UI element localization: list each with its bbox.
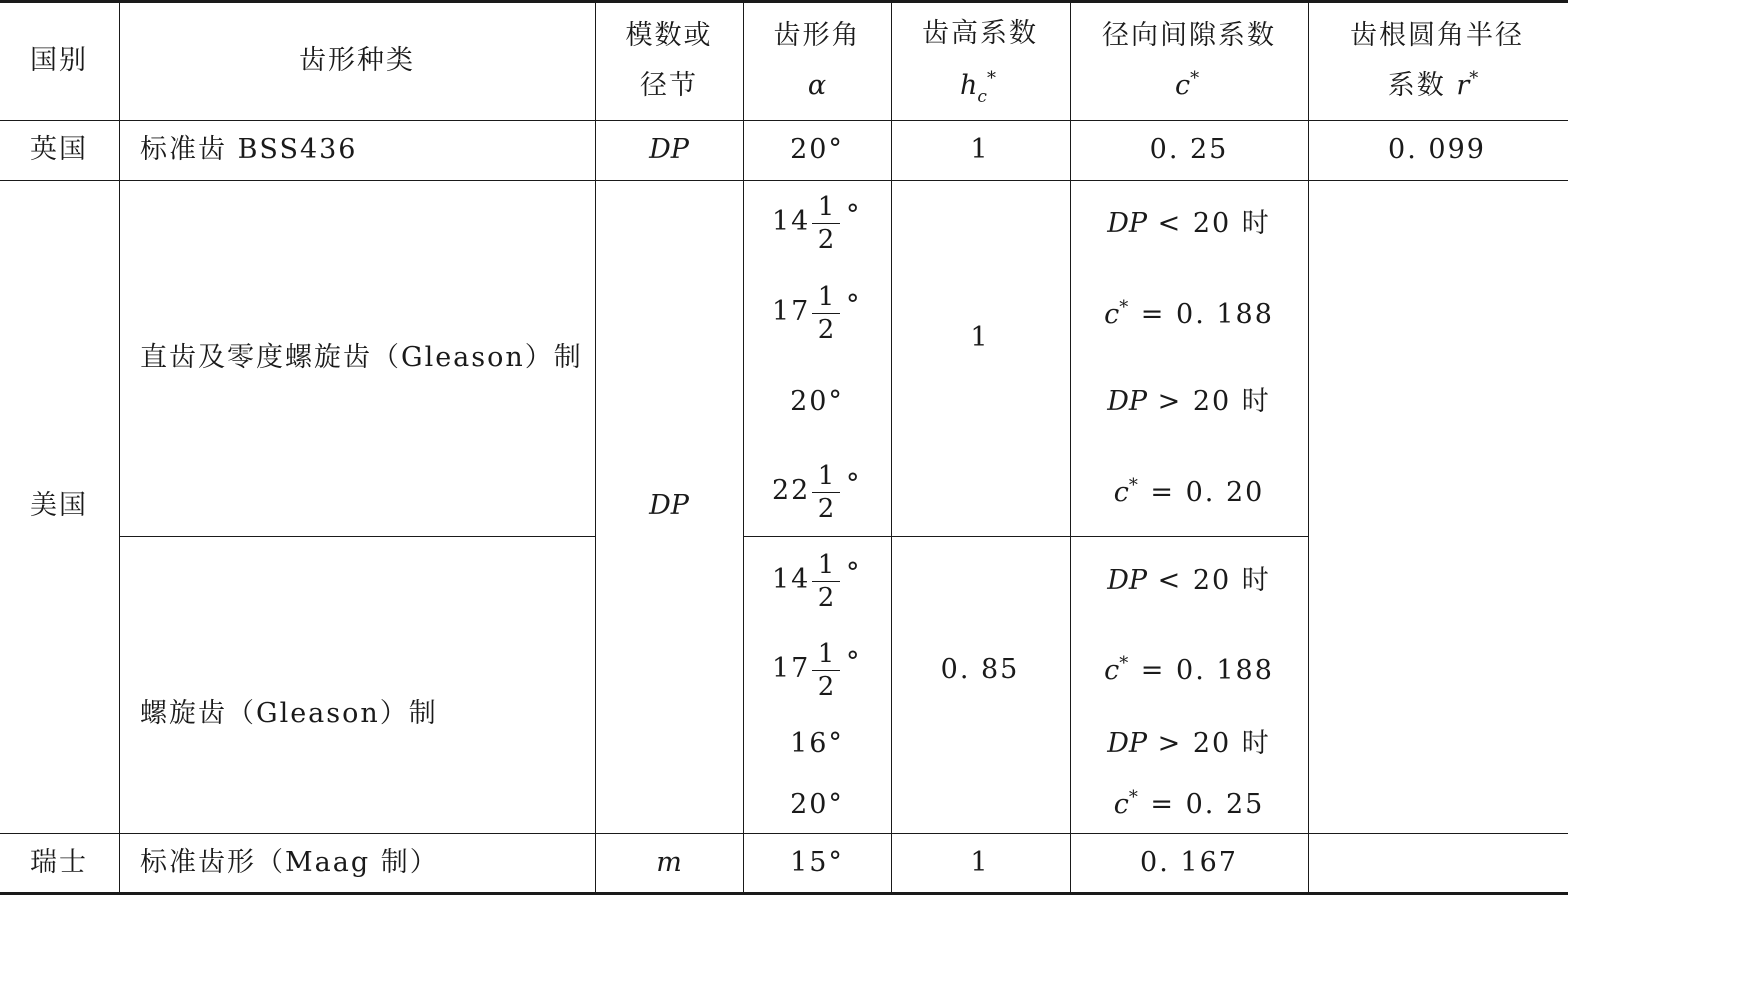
- row-rule-uk: [0, 180, 1568, 181]
- table-bottom-rule: [0, 892, 1568, 895]
- usa-country: 美国: [30, 490, 88, 521]
- usa-spiral-clearance-2: c* = 0. 188: [1104, 653, 1274, 686]
- usa-straight-angle-3: 20°: [790, 386, 844, 417]
- swiss-angle: 15°: [790, 847, 844, 878]
- swiss-country: 瑞士: [30, 847, 88, 878]
- table-top-rule: [0, 0, 1568, 3]
- header-module-line1: 模数或: [625, 20, 713, 51]
- header-tooth-type: 齿形种类: [299, 45, 415, 76]
- usa-spiral-angle-2-deg: °: [846, 647, 862, 678]
- header-clearance-symbol: c*: [1174, 68, 1200, 101]
- usa-straight-angle-4-int: 22: [772, 475, 811, 506]
- uk-height: 1: [970, 134, 990, 165]
- col-divider-3: [743, 2, 744, 894]
- swiss-clearance: 0. 167: [1140, 847, 1238, 878]
- col-divider-1: [119, 2, 120, 894]
- usa-straight-clearance-1: DP < 20 时: [1107, 208, 1271, 239]
- usa-straight-angle-2-int: 17: [772, 296, 811, 327]
- usa-straight-angle-1-int: 14: [772, 206, 811, 237]
- row-rule-usa-split-left: [119, 536, 595, 537]
- uk-type: 标准齿 BSS436: [140, 134, 358, 165]
- header-rule: [0, 120, 1568, 121]
- uk-clearance: 0. 25: [1149, 134, 1229, 165]
- header-height-symbol: $h_c^*$: [960, 68, 996, 107]
- usa-spiral-angle-1-deg: °: [846, 558, 862, 589]
- col-divider-5: [1070, 2, 1071, 894]
- usa-straight-type: 直齿及零度螺旋齿（Gleason）制: [140, 342, 583, 373]
- usa-straight-angle-2-deg: °: [846, 290, 862, 321]
- row-rule-usa: [0, 833, 1568, 834]
- col-divider-2: [595, 2, 596, 894]
- swiss-module: m: [656, 847, 682, 878]
- usa-straight-clearance-2: c* = 0. 188: [1104, 297, 1274, 330]
- usa-spiral-angle-3: 16°: [790, 728, 844, 759]
- usa-spiral-angle-1-fraction: 1 2: [812, 550, 840, 613]
- col-divider-4: [891, 2, 892, 894]
- usa-straight-angle-2-fraction: 1 2: [812, 282, 840, 345]
- usa-spiral-clearance-3: DP > 20 时: [1107, 728, 1271, 759]
- header-fillet-line1: 齿根圆角半径: [1350, 20, 1524, 51]
- uk-country: 英国: [30, 134, 88, 165]
- usa-straight-clearance-3: DP > 20 时: [1107, 386, 1271, 417]
- header-height-line1: 齿高系数: [922, 18, 1038, 49]
- row-rule-usa-split-right: [743, 536, 1308, 537]
- usa-module: DP: [649, 490, 689, 521]
- usa-straight-angle-4-deg: °: [846, 469, 862, 500]
- usa-straight-angle-1-fraction: 1 2: [812, 192, 840, 255]
- usa-straight-clearance-4: c* = 0. 20: [1113, 475, 1265, 508]
- header-country: 国别: [30, 45, 88, 76]
- swiss-type: 标准齿形（Maag 制）: [140, 847, 439, 878]
- usa-spiral-angle-2-fraction: 1 2: [812, 639, 840, 702]
- usa-spiral-type: 螺旋齿（Gleason）制: [140, 698, 438, 729]
- usa-straight-height: 1: [970, 322, 990, 353]
- usa-spiral-clearance-1: DP < 20 时: [1107, 565, 1271, 596]
- usa-straight-angle-1-deg: °: [846, 200, 862, 231]
- col-divider-6: [1308, 2, 1309, 894]
- swiss-height: 1: [970, 847, 990, 878]
- usa-spiral-angle-1-int: 14: [772, 564, 811, 595]
- uk-fillet: 0. 099: [1388, 134, 1486, 165]
- uk-module: DP: [649, 134, 689, 165]
- uk-angle: 20°: [790, 134, 844, 165]
- usa-spiral-angle-2-int: 17: [772, 653, 811, 684]
- header-angle-line1: 齿形角: [773, 20, 861, 51]
- header-clearance-line1: 径向间隙系数: [1102, 20, 1276, 51]
- header-angle-symbol: α: [807, 70, 827, 101]
- header-module-line2: 径节: [640, 70, 698, 101]
- usa-spiral-height: 0. 85: [940, 654, 1020, 685]
- usa-straight-angle-4-fraction: 1 2: [812, 461, 840, 524]
- usa-spiral-clearance-4: c* = 0. 25: [1113, 787, 1265, 820]
- usa-spiral-angle-4: 20°: [790, 789, 844, 820]
- header-fillet-line2: 系数 r*: [1387, 68, 1481, 101]
